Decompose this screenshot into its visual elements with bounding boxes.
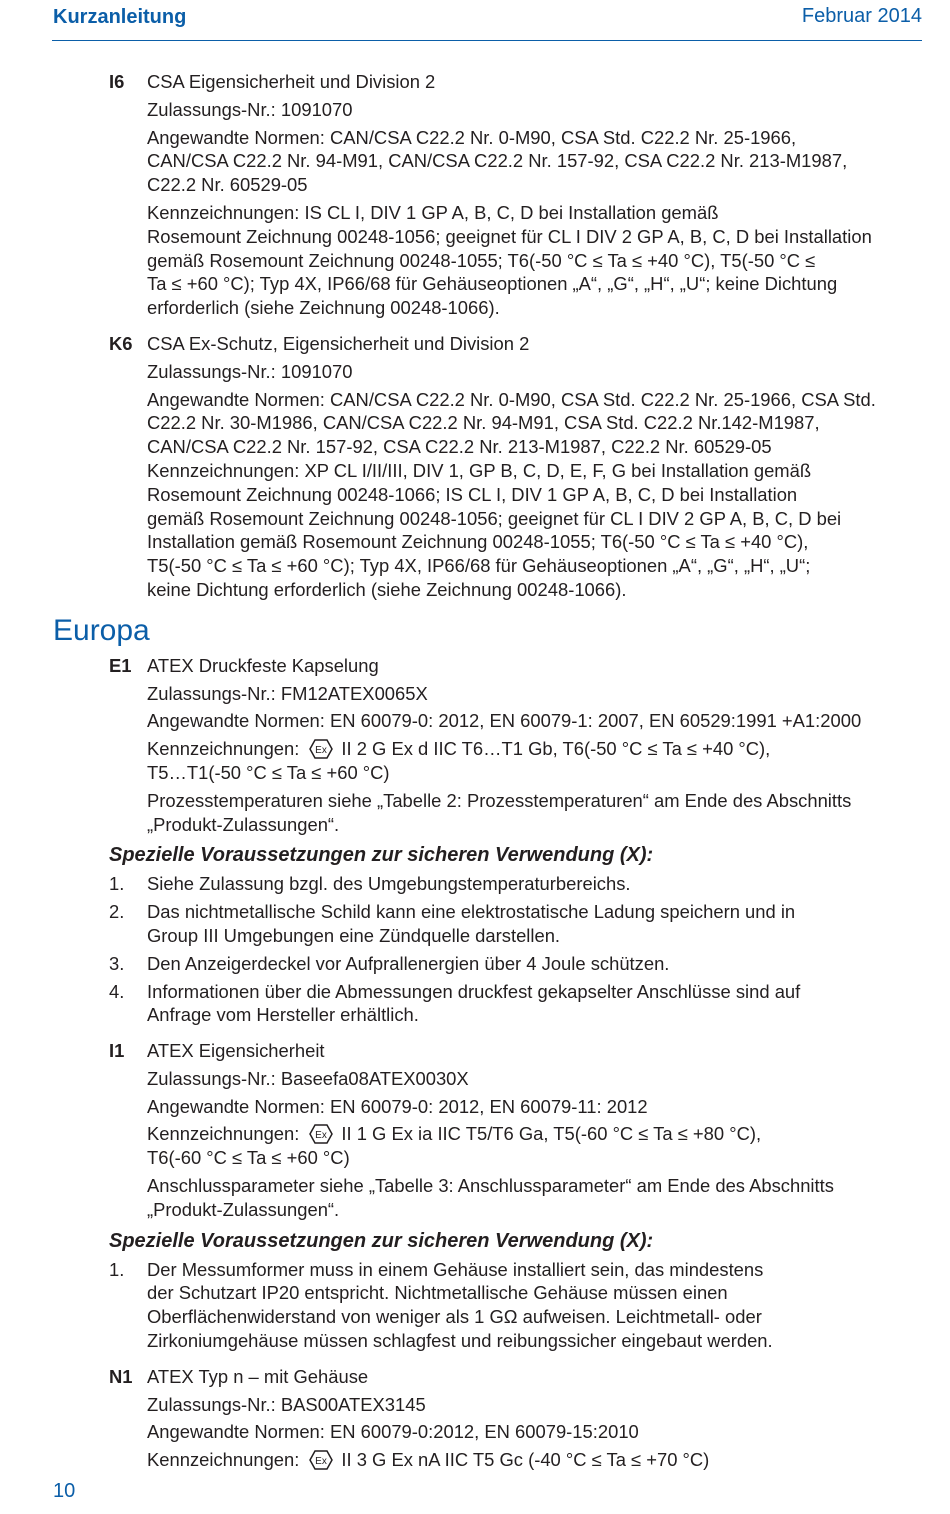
entry-line: Rosemount Zeichnung 00248-1066; IS CL I, DIV 1 GP A, B, C, D bei Installation <box>147 483 798 505</box>
header-title: Kurzanleitung <box>53 6 187 28</box>
special-conditions-heading: Spezielle Voraussetzungen zur sicheren Verwendung (X): <box>109 1229 654 1252</box>
entry-marking <box>147 1448 950 1472</box>
entry-line: T5(-50 °C ≤ Ta ≤ +60 °C); Typ 4X, IP66/68 für Gehäuseoptionen „A“, „G“, „H“, „U“; <box>147 555 811 577</box>
entry-code: I1 <box>109 1040 125 1062</box>
entry-code: N1 <box>109 1365 133 1387</box>
entry-k6 <box>109 332 950 602</box>
entry-line: Kennzeichnungen: IS CL I, DIV 1 GP A, B, C, D bei Installation gemäß <box>147 201 719 223</box>
entry-i1 <box>109 1039 950 1222</box>
list-item <box>109 952 950 976</box>
entry-line: Angewandte Normen: CAN/CSA C22.2 Nr. 0-M90, CSA Std. C22.2 Nr. 25-1966, <box>147 126 797 148</box>
entry-line: gemäß Rosemount Zeichnung 00248-1055; T6(-50 °C ≤ Ta ≤ +40 °C), T5(-50 °C ≤ <box>147 249 816 271</box>
entry-title: ATEX Druckfeste Kapselung <box>147 654 379 676</box>
entry-line: CAN/CSA C22.2 Nr. 157-92, CSA C22.2 Nr. 213-M1987, C22.2 Nr. 60529-05 <box>147 436 772 458</box>
entry-code: I6 <box>109 71 125 92</box>
svg-text:Ex: Ex <box>315 745 328 757</box>
marking-text: II 1 G Ex ia IIC T5/T6 Ga, T5(-60 °C ≤ Ta ≤ +80 °C), <box>341 1123 762 1145</box>
entry-marking-cont: T5…T1(-50 °C ≤ Ta ≤ +60 °C) <box>147 761 390 783</box>
list-number: 1. <box>109 873 125 895</box>
list-text: Zirkoniumgehäuse müssen schlagfest und reibungssicher eingebaut werden. <box>147 1330 773 1352</box>
entry-norms: Angewandte Normen: EN 60079-0:2012, EN 60079-15:2010 <box>147 1421 639 1443</box>
special-conditions-heading: Spezielle Voraussetzungen zur sicheren Verwendung (X): <box>109 844 654 867</box>
entry-marking <box>147 1122 950 1146</box>
list-item <box>109 1258 950 1353</box>
entry-line: gemäß Rosemount Zeichnung 00248-1056; geeignet für CL I DIV 2 GP A, B, C, D bei <box>147 507 842 529</box>
entry-i6 <box>109 70 950 320</box>
entry-cert: Zulassungs-Nr.: Baseefa08ATEX0030X <box>147 1067 469 1089</box>
list-text: der Schutzart IP20 entspricht. Nichtmetallische Gehäuse müssen einen <box>147 1282 728 1304</box>
entry-params: „Produkt-Zulassungen“. <box>147 1198 340 1220</box>
entry-line: C22.2 Nr. 60529-05 <box>147 174 308 196</box>
entry-cert: Zulassungs-Nr.: FM12ATEX0065X <box>147 682 428 704</box>
marking-label: Kennzeichnungen: <box>147 1449 300 1471</box>
list-number: 4. <box>109 980 125 1002</box>
entry-line: C22.2 Nr. 30-M1986, CAN/CSA C22.2 Nr. 94-M91, CSA Std. C22.2 Nr.142-M1987, <box>147 412 820 434</box>
list-text: Der Messumformer muss in einem Gehäuse installiert sein, das mindestens <box>147 1258 764 1280</box>
entry-title: ATEX Typ n – mit Gehäuse <box>147 1365 369 1387</box>
entry-line: Zulassungs-Nr.: 1091070 <box>147 360 353 382</box>
list-number: 3. <box>109 952 125 974</box>
special-conditions-list <box>109 1258 950 1353</box>
entry-params: Anschlussparameter siehe „Tabelle 3: Anschlussparameter“ am Ende des Abschnitts <box>147 1175 834 1197</box>
special-conditions-list <box>109 872 950 1027</box>
entry-e1 <box>109 654 950 837</box>
entry-n1 <box>109 1365 950 1472</box>
entry-marking-cont: T6(-60 °C ≤ Ta ≤ +60 °C) <box>147 1147 350 1169</box>
entry-cert: Zulassungs-Nr.: BAS00ATEX3145 <box>147 1393 426 1415</box>
entry-process: „Produkt-Zulassungen“. <box>147 813 340 835</box>
list-number: 1. <box>109 1258 125 1280</box>
marking-text: II 2 G Ex d IIC T6…T1 Gb, T6(-50 °C ≤ Ta ≤ +40 °C), <box>341 738 771 760</box>
header-rule <box>52 40 922 41</box>
entry-line: Ta ≤ +60 °C); Typ 4X, IP66/68 für Gehäuseoptionen „A“, „G“, „H“, „U“; keine Dichtung <box>147 273 838 295</box>
entry-line: Installation gemäß Rosemount Zeichnung 00248-1055; T6(-50 °C ≤ Ta ≤ +40 °C), <box>147 531 809 553</box>
list-text: Den Anzeigerdeckel vor Aufprallenergien über 4 Joule schützen. <box>147 952 670 974</box>
entry-line: CAN/CSA C22.2 Nr. 94-M91, CAN/CSA C22.2 Nr. 157-92, CSA C22.2 Nr. 213-M1987, <box>147 150 848 172</box>
list-text: Oberflächenwiderstand von weniger als 1 GΩ aufweisen. Leichtmetall- oder <box>147 1306 762 1328</box>
list-text: Anfrage vom Hersteller erhältlich. <box>147 1004 419 1026</box>
list-text: Informationen über die Abmessungen druckfest gekapselter Anschlüsse sind auf <box>147 980 801 1002</box>
marking-label: Kennzeichnungen: <box>147 738 300 760</box>
list-item <box>109 980 950 1028</box>
page-content <box>0 70 950 1472</box>
page-number: 10 <box>53 1480 76 1502</box>
entry-line: keine Dichtung erforderlich (siehe Zeichnung 00248-1066). <box>147 578 627 600</box>
ex-hexagon-icon <box>309 1450 333 1470</box>
entry-line: Angewandte Normen: CAN/CSA C22.2 Nr. 0-M90, CSA Std. C22.2 Nr. 25-1966, CSA Std. <box>147 388 876 410</box>
list-text: Das nichtmetallische Schild kann eine elektrostatische Ladung speichern und in <box>147 901 796 923</box>
entry-line: Rosemount Zeichnung 00248-1056; geeignet für CL I DIV 2 GP A, B, C, D bei Installation <box>147 225 872 247</box>
marking-text: II 3 G Ex nA IIC T5 Gc (-40 °C ≤ Ta ≤ +70 °C) <box>341 1449 710 1471</box>
ex-hexagon-icon <box>309 1124 333 1144</box>
entry-process: Prozesstemperaturen siehe „Tabelle 2: Prozesstemperaturen“ am Ende des Abschnitts <box>147 789 852 811</box>
svg-text:Ex: Ex <box>315 1130 328 1142</box>
list-number: 2. <box>109 901 125 923</box>
entry-line: erforderlich (siehe Zeichnung 00248-1066). <box>147 297 500 319</box>
entry-line: Zulassungs-Nr.: 1091070 <box>147 98 353 120</box>
list-item <box>109 900 950 948</box>
section-heading-europa: Europa <box>53 613 150 647</box>
header-date: Februar 2014 <box>801 5 922 27</box>
entry-line: CSA Ex-Schutz, Eigensicherheit und Division 2 <box>147 332 530 354</box>
entry-norms: Angewandte Normen: EN 60079-0: 2012, EN 60079-11: 2012 <box>147 1095 648 1117</box>
entry-marking <box>147 737 950 761</box>
ex-hexagon-icon <box>309 739 333 759</box>
page-header <box>0 0 950 42</box>
marking-label: Kennzeichnungen: <box>147 1123 300 1145</box>
entry-line: CSA Eigensicherheit und Division 2 <box>147 71 436 92</box>
entry-title: ATEX Eigensicherheit <box>147 1040 325 1062</box>
list-text: Siehe Zulassung bzgl. des Umgebungstemperaturbereichs. <box>147 873 631 895</box>
entry-code: E1 <box>109 654 132 676</box>
entry-code: K6 <box>109 332 133 354</box>
list-text: Group III Umgebungen eine Zündquelle darstellen. <box>147 924 561 946</box>
entry-norms: Angewandte Normen: EN 60079-0: 2012, EN 60079-1: 2007, EN 60529:1991 +A1:2000 <box>147 710 862 732</box>
svg-text:Ex: Ex <box>315 1456 328 1468</box>
list-item <box>109 872 950 896</box>
entry-line: Kennzeichnungen: XP CL I/II/III, DIV 1, GP B, C, D, E, F, G bei Installation gemäß <box>147 459 812 481</box>
